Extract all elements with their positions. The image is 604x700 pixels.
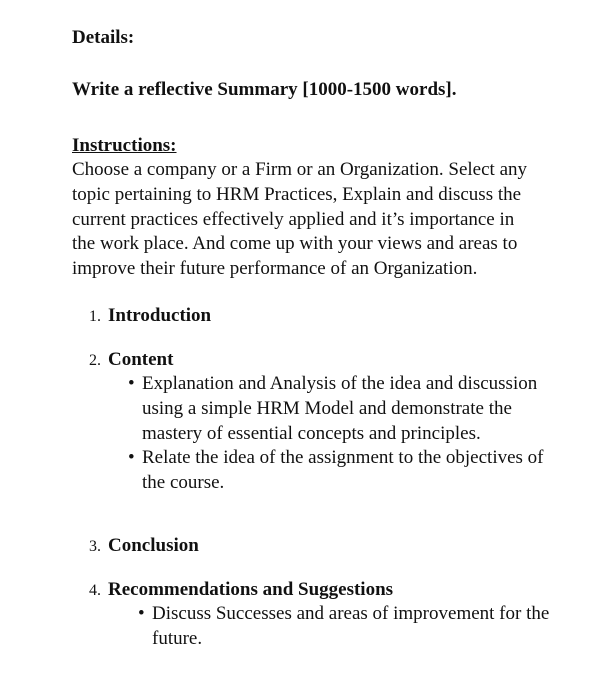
bullet-text: Discuss Successes and areas of improvement for the future. [152,602,550,649]
bullet-icon: • [138,602,145,624]
bullet-text: Relate the idea of the assignment to the objectives of the course. [142,447,544,494]
section-title: Recommendations and Suggestions [108,578,394,600]
instructions-body: Choose a company or a Firm or an Organization. Select any topic pertaining to HRM Practices, Explain and discuss the current practices effectively applied and it’s importance in the work place. And come up with your views and areas to improve their future performance of an Organization. [72,159,527,280]
section-number: 1. [89,307,101,325]
bullet-item [108,372,552,446]
section-number: 2. [89,351,101,369]
bullet-icon: • [128,447,135,469]
document-page [72,26,552,652]
bullet-item [108,602,552,652]
bullet-icon: • [128,372,135,394]
section-number: 3. [89,537,101,555]
section-list [72,304,552,652]
section-content [72,348,552,496]
details-heading: Details: [72,27,135,48]
section-conclusion [72,534,552,558]
section-number: 4. [89,581,101,599]
instructions-heading: Instructions: [72,135,177,156]
assignment-title: Write a reflective Summary [1000-1500 words]. [72,79,457,100]
section-recommendations [72,578,552,652]
section-title: Conclusion [108,534,199,556]
bullet-item [108,446,552,496]
section-introduction [72,304,552,328]
section-title: Introduction [108,304,212,326]
bullet-text: Explanation and Analysis of the idea and discussion using a simple HRM Model and demonstrate the mastery of essential concepts and principles. [142,372,538,444]
section-title: Content [108,348,174,370]
recommendations-bullet-list [108,602,552,652]
content-bullet-list [108,372,552,496]
